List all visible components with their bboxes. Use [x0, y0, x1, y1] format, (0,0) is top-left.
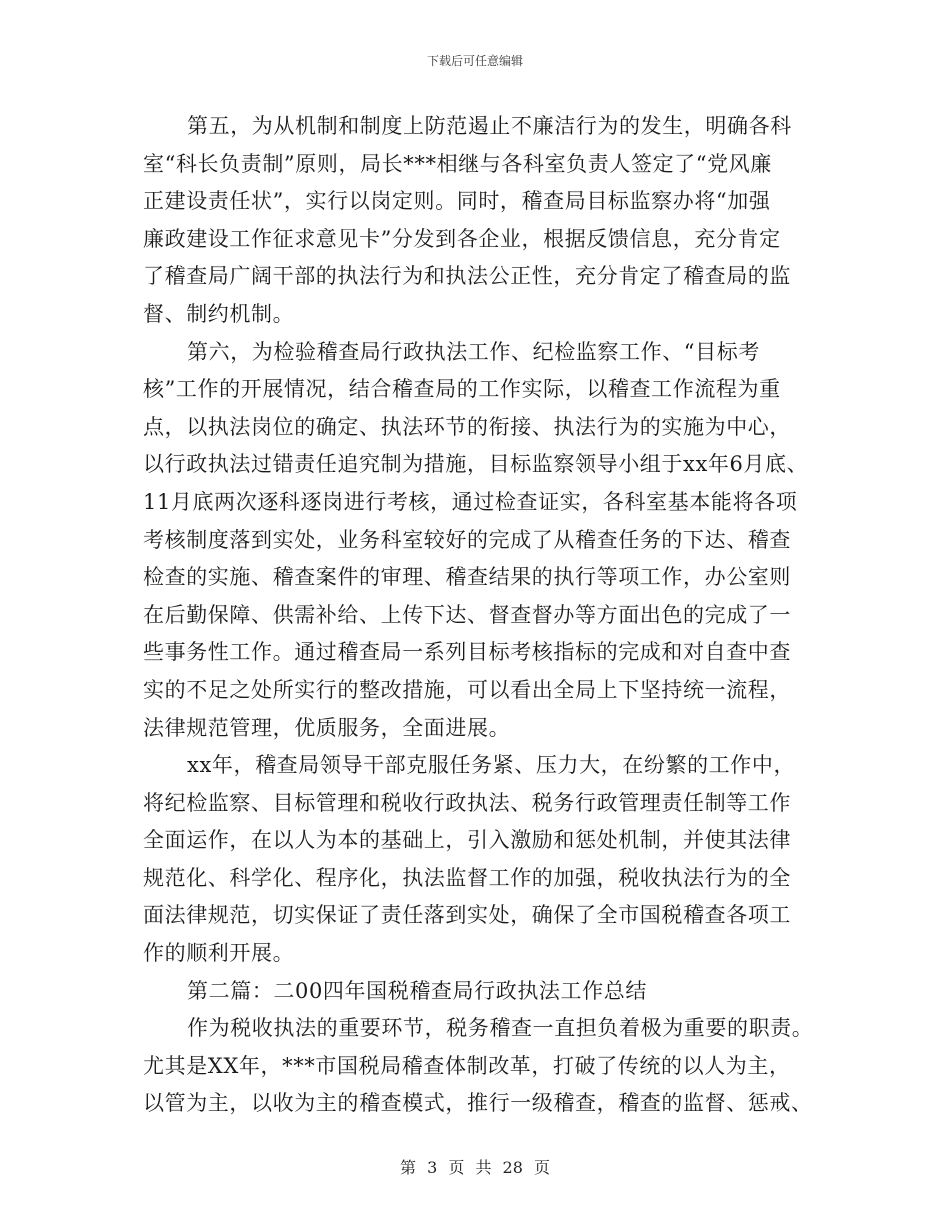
document-body [143, 108, 823, 1123]
text-line: 廉政建设工作征求意见卡”分发到各企业，根据反馈信息，充分肯定 [143, 226, 781, 251]
text-line: 点，以执法岗位的确定、执法环节的衔接、执法行为的实施为中心， [143, 414, 791, 439]
text-line: 尤其是XX年，***市国税局稽查体制改革，打破了传统的以人为主， [143, 1053, 791, 1078]
text-line: 了稽查局广阔干部的执法行为和执法公正性，充分肯定了稽查局的监 [143, 264, 791, 289]
text-line: 法律规范管理，优质服务，全面进展。 [143, 715, 511, 740]
text-line: 督、制约机制。 [143, 301, 295, 326]
text-line: 面法律规范，切实保证了责任落到实处，确保了全市国税稽查各项工 [143, 903, 791, 928]
text-line: 第二篇：二00四年国税稽查局行政执法工作总结 [187, 978, 647, 1003]
text-line: 将纪检监察、目标管理和税收行政执法、税务行政管理责任制等工作 [143, 790, 791, 815]
text-line: 室“科长负责制”原则，局长***相继与各科室负责人签定了“党风廉 [143, 151, 772, 176]
text-line: 第五，为从机制和制度上防范遏止不廉洁行为的发生，明确各科 [187, 114, 792, 138]
text-line: 以管为主，以收为主的稽查模式，推行一级稽查，稽查的监督、惩戒、 [143, 1091, 813, 1116]
text-line: xx年，稽查局领导干部克服任务紧、压力大，在纷繁的工作中， [187, 753, 796, 778]
page-header: 下载后可任意编辑 [426, 54, 523, 68]
text-line: 考核制度落到实处，业务科室较好的完成了从稽查任务的下达、稽查 [143, 527, 791, 552]
text-line: 核”工作的开展情况，结合稽查局的工作实际，以稽查工作流程为重 [143, 377, 781, 402]
text-line: 第六，为检验稽查局行政执法工作、纪检监察工作、“目标考 [187, 339, 760, 364]
text-line: 在后勤保障、供需补给、上传下达、督查督办等方面出色的完成了一 [143, 602, 791, 627]
page-footer: 第 3 页 共 28 页 [400, 1158, 550, 1177]
text-line: 正建设责任状”，实行以岗定则。同时，稽查局目标监察办将“加强 [143, 189, 771, 214]
text-line: 以行政执法过错责任追究制为措施，目标监察领导小组于xx年6月底、 [143, 452, 809, 477]
text-line: 检查的实施、稽查案件的审理、稽查结果的执行等项工作，办公室则 [143, 565, 791, 590]
text-line: 些事务性工作。通过稽查局一系列目标考核指标的完成和对自查中查 [143, 640, 791, 665]
text-line: 实的不足之处所实行的整改措施，可以看出全局上下坚持统一流程， [143, 677, 791, 702]
text-line: 作的顺利开展。 [143, 941, 295, 966]
text-line: 规范化、科学化、程序化，执法监督工作的加强，税收执法行为的全 [143, 865, 791, 890]
text-line: 全面运作，在以人为本的基础上，引入激励和惩处机制，并使其法律 [143, 828, 791, 853]
text-line: 作为税收执法的重要环节，税务稽查一直担负着极为重要的职责。 [187, 1016, 814, 1041]
text-line: 11月底两次逐科逐岗进行考核，通过检查证实，各科室基本能将各项 [143, 489, 798, 514]
